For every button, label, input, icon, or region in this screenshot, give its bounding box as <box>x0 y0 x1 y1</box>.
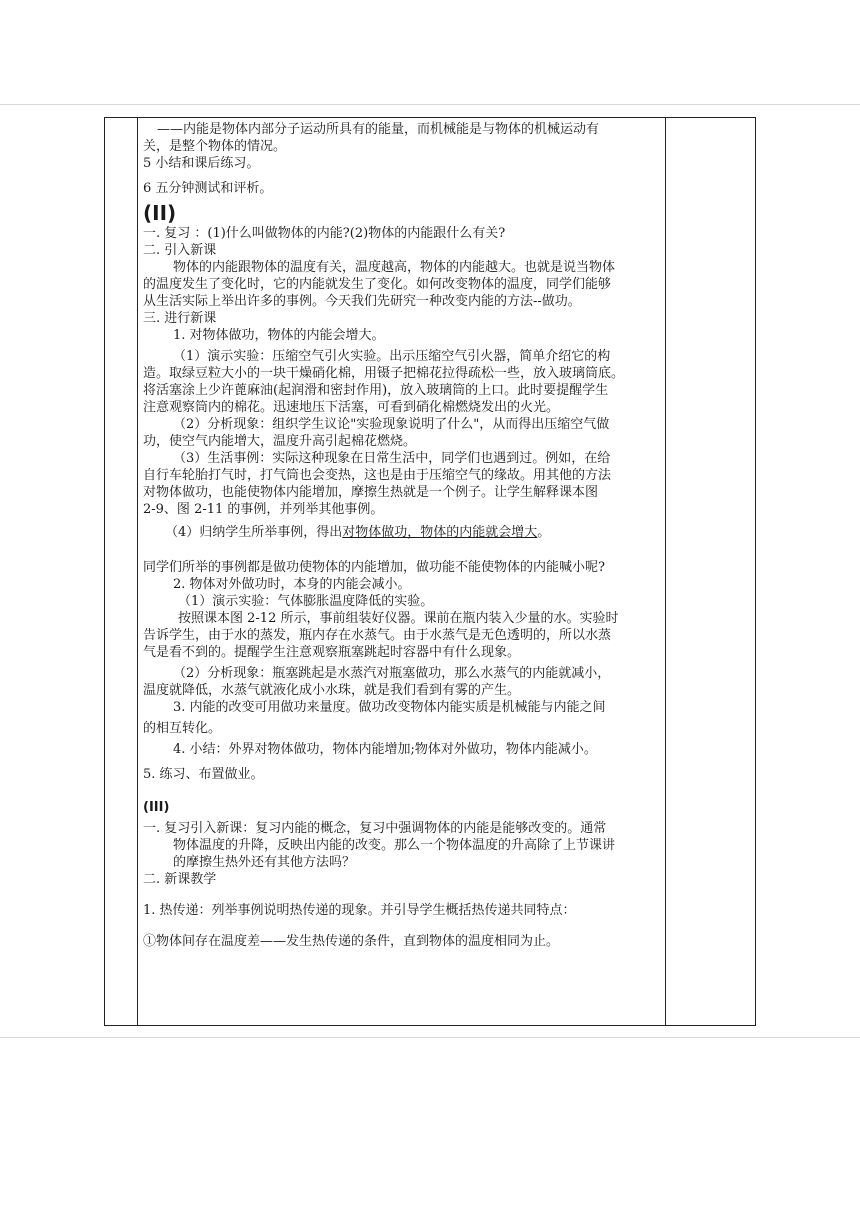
section-3-heading: (III) <box>143 800 170 815</box>
paragraph-line: （1）演示实验：压缩空气引火实验。出示压缩空气引火器，简单介绍它的构 <box>173 349 611 364</box>
left-column-cell <box>105 118 138 1026</box>
section-2-heading: (II) <box>143 201 177 225</box>
paragraph-line: 功，使空气内能增大，温度升高引起棉花燃烧。 <box>143 434 417 449</box>
paragraph-line: 对物体做功，也能使物体内能增加，摩擦生热就是一个例子。让学生解释课本图 <box>143 485 599 500</box>
intro-heading: 二. 引入新课 <box>143 243 217 258</box>
new-lesson-heading: 二. 新课教学 <box>143 872 217 887</box>
paragraph-line: （2）分析现象：瓶塞跳起是水蒸汽对瓶塞做功，那么水蒸气的内能就减小， <box>173 666 611 681</box>
point-4: 4. 小结：外界对物体做功，物体内能增加;物体对外做功，物体内能减小。 <box>173 742 597 757</box>
point-5: 5. 练习、布置做业。 <box>143 767 264 782</box>
paragraph-line: 的摩擦生热外还有其他方法吗？ <box>173 855 356 870</box>
paragraph-line: （3）生活事例：实际这种现象在日常生活中，同学们也遇到过。例如，在给 <box>173 451 611 466</box>
page-bottom-divider <box>0 1037 860 1038</box>
paragraph-line: 注意观察筒内的棉花。迅速地压下活塞，可看到硝化棉燃烧发出的火光。 <box>143 400 560 415</box>
intro-line: 关，是整个物体的情况。 <box>143 139 287 154</box>
lesson-plan-table <box>104 117 756 1026</box>
point-2: 2. 物体对外做功时，本身的内能会减小。 <box>173 577 411 592</box>
teach-heading: 三. 进行新课 <box>143 311 217 326</box>
paragraph-line: 物体的内能跟物体的温度有关，温度越高，物体的内能越大。也就是说当物体 <box>173 260 616 275</box>
intro-line: 5 小结和课后练习。 <box>143 156 260 171</box>
paragraph-line: 的温度发生了变化时，它的内能就发生了变化。如何改变物体的温度，同学们能够 <box>143 277 612 292</box>
paragraph-line: 告诉学生，由于水的蒸发，瓶内存在水蒸气。由于水蒸气是无色透明的，所以水蒸 <box>143 628 612 643</box>
paragraph-line: 3. 内能的改变可用做功来量度。做功改变物体内能实质是机械能与内能之间 <box>173 700 606 715</box>
question-line: 同学们所举的事例都是做功使物体的内能增加，做功能不能使物体的内能喊小呢? <box>143 560 605 575</box>
point-1: 1. 对物体做功，物体的内能会增大。 <box>173 328 385 343</box>
paragraph-line: 从生活实际上举出许多的事例。今天我们先研究一种改变内能的方法--做功。 <box>143 294 581 309</box>
table-row <box>105 118 756 1026</box>
demo-2-title: （1）演示实验：气体膨胀温度降低的实验。 <box>178 594 434 609</box>
conclusion-underlined: 对物体做功，物体的内能就会增大 <box>342 525 538 540</box>
paragraph-line: 造。取绿豆粒大小的一块干燥硝化棉，用镊子把棉花拉得疏松一些，放入玻璃筒底。 <box>143 366 625 381</box>
heat-point-line: ①物体间存在温度差——发生热传递的条件，直到物体的温度相同为止。 <box>143 934 560 949</box>
intro-line: 6 五分钟测试和评析。 <box>143 181 273 196</box>
heat-transfer-line: 1. 热传递：列举事例说明热传递的现象。并引导学生概括热传递共同特点： <box>143 903 576 918</box>
right-column-cell <box>666 118 756 1026</box>
paragraph-line: 气是看不到的。提醒学生注意观察瓶塞跳起时容器中有什么现象。 <box>143 645 521 660</box>
review-line: 一. 复习 ：(1)什么叫做物体的内能?(2)物体的内能跟什么有关? <box>143 226 506 241</box>
conclusion-suffix: 。 <box>537 525 551 540</box>
intro-line: ——内能是物体内部分子运动所具有的能量，而机械能是与物体的机械运动有 <box>157 122 600 137</box>
paragraph-line: 2-9、图 2-11 的事例，并列举其他事例。 <box>143 502 384 517</box>
paragraph-line: （2）分析现象：组织学生议论"实验现象说明了什么"，从而得出压缩空气做 <box>173 417 610 432</box>
paragraph-line: 按照课本图 2-12 所示，事前组装好仪器。课前在瓶内装入少量的水。实验时 <box>178 611 619 626</box>
paragraph-line: 将活塞涂上少许蓖麻油(起润滑和密封作用)，放入玻璃筒的上口。此时要提醒学生 <box>143 383 609 398</box>
paragraph-line: 温度就降低，水蒸气就液化成小水珠，就是我们看到有雾的产生。 <box>143 683 521 698</box>
page-top-divider <box>0 104 860 105</box>
paragraph-line: 的相互转化。 <box>143 721 222 736</box>
paragraph-line: 自行车轮胎打气时，打气筒也会变热，这也是由于压缩空气的缘故。用其他的方法 <box>143 468 612 483</box>
paragraph-line: 物体温度的升降，反映出内能的改变。那么一个物体温度的升高除了上节课讲 <box>173 838 616 853</box>
paragraph-line: 一. 复习引入新课：复习内能的概念，复习中强调物体的内能是能够改变的。通常 <box>143 821 607 836</box>
lesson-content-cell <box>138 118 666 1026</box>
conclusion-prefix: （4）归纳学生所举事例，得出 <box>165 525 343 540</box>
conclusion-line <box>143 524 661 541</box>
